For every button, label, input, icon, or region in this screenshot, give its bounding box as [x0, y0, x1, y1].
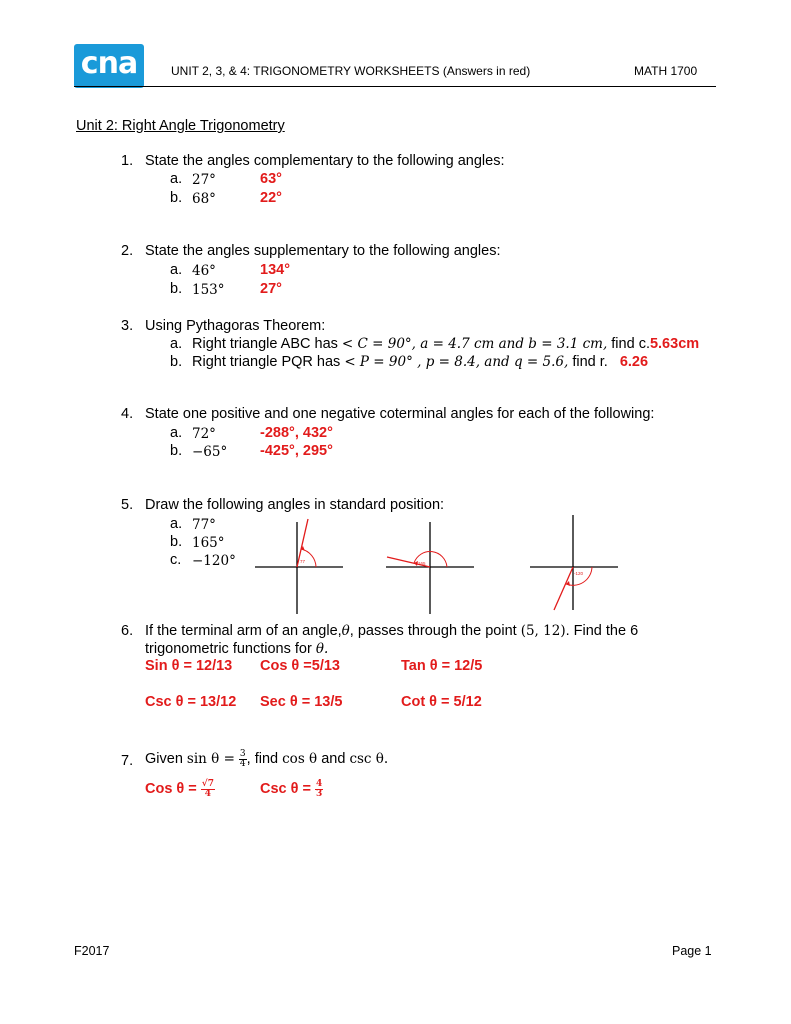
q7-answer-csc-num: 4: [316, 778, 323, 789]
q7-frac-num: 3: [239, 748, 246, 759]
diagram-3-label: -120: [574, 571, 584, 576]
diagram-1-label: 77: [300, 559, 306, 564]
q7-fraction: [239, 750, 247, 769]
q2b-answer: 27°: [260, 281, 282, 297]
page-number: Page 1: [672, 944, 712, 958]
q7-and: and: [321, 751, 346, 767]
q6-answer-sec: Sec θ = 13/5: [260, 694, 343, 710]
q7-cos: cos θ: [282, 751, 318, 767]
q3-text: Using Pythagoras Theorem:: [145, 318, 326, 334]
q2a-answer: 134°: [260, 262, 290, 278]
q6-line1: [145, 623, 638, 639]
q2-text: State the angles supplementary to the following angles:: [145, 243, 501, 259]
section-title: Unit 2: Right Angle Trigonometry: [76, 118, 285, 134]
q6-line1-mid: , passes through the point: [349, 623, 517, 639]
q7-find: , find: [246, 751, 279, 767]
q2a-value: 46°: [192, 263, 216, 279]
q6-line2-theta: θ.: [315, 641, 329, 657]
q3b-answer: 6.26: [619, 354, 649, 370]
q7-answer-cos-den: 4: [204, 788, 212, 799]
q7-answer-csc-fraction: [315, 780, 323, 799]
q4a-value: 72°: [192, 426, 216, 442]
diagram-165: [386, 522, 474, 614]
cna-logo: cna: [74, 44, 144, 88]
footer-date: F2017: [74, 944, 110, 958]
q4b-label: b.: [170, 443, 183, 459]
q3a-math: < C = 90°, a = 4.7 cm and b = 3.1 cm,: [341, 336, 608, 352]
q3a-pre: Right triangle ABC has: [192, 336, 338, 352]
q6-line2-text: trigonometric functions for: [145, 641, 312, 657]
q7-frac-den: 4: [239, 758, 246, 769]
q7-given: Given: [145, 751, 183, 767]
q3b-math: < P = 90° , p = 8.4, and q = 5.6,: [344, 354, 569, 370]
q3a-answer: 5.63cm: [649, 336, 700, 352]
q6-answer-tan: Tan θ = 12/5: [401, 658, 483, 674]
q6-line1-pre: If the terminal arm of an angle,: [145, 623, 342, 639]
q4b-answer: -425°, 295°: [260, 443, 333, 459]
q7-answer-cos-label: Cos θ =: [145, 781, 197, 797]
q5-text: Draw the following angles in standard position:: [145, 497, 445, 513]
q1-number: 1.: [121, 153, 134, 169]
q1-text: State the angles complementary to the following angles:: [145, 153, 505, 169]
q1a-label: a.: [170, 171, 183, 187]
diagram-2-label: 165: [418, 561, 426, 566]
q6-line1-post: . Find the 6: [565, 623, 639, 639]
q2b-value: 153°: [192, 282, 225, 298]
q6-number: 6.: [121, 623, 134, 639]
q5a-value: 77°: [192, 517, 216, 533]
q4-number: 4.: [121, 406, 134, 422]
q7-number: 7.: [121, 753, 134, 769]
q3a-post: find c.: [611, 336, 650, 352]
q2-number: 2.: [121, 243, 134, 259]
q7-csc: csc θ.: [349, 751, 389, 767]
q5b-label: b.: [170, 534, 183, 550]
q4-text: State one positive and one negative coterminal angles for each of the following:: [145, 406, 655, 422]
q7-answer-csc: [260, 776, 323, 802]
q1a-answer: 63°: [260, 171, 282, 187]
q1b-answer: 22°: [260, 190, 282, 206]
q5a-label: a.: [170, 516, 183, 532]
q7-answer-cos-fraction: [201, 780, 215, 799]
q6-theta: θ: [341, 623, 350, 639]
q7-answer-csc-label: Csc θ =: [260, 781, 311, 797]
q3a-label: a.: [170, 336, 183, 352]
q5c-value: −120°: [192, 553, 236, 569]
q6-point: (5, 12): [520, 623, 566, 639]
q7-answer-csc-den: 3: [316, 788, 323, 799]
q2b-label: b.: [170, 281, 183, 297]
q4b-value: −65°: [192, 444, 228, 460]
diagram-1-arc: [301, 549, 316, 567]
q7-sin: sin θ =: [186, 751, 235, 767]
q3b-label: b.: [170, 354, 183, 370]
q2a-label: a.: [170, 262, 183, 278]
q1a-value: 27°: [192, 172, 216, 188]
q3-number: 3.: [121, 318, 134, 334]
diagram-3-arc: [566, 567, 592, 585]
q4a-answer: -288°, 432°: [260, 425, 333, 441]
q7-answer-cos: [145, 776, 215, 802]
q6-line2: [145, 641, 328, 657]
q6-answer-cos: Cos θ =5/13: [260, 658, 340, 674]
q7-answer-cos-num: √7: [201, 778, 214, 789]
q4a-label: a.: [170, 425, 183, 441]
q3b-post: find r.: [572, 354, 608, 370]
q6-answer-cot: Cot θ = 5/12: [401, 694, 482, 710]
q6-answer-csc: Csc θ = 13/12: [145, 694, 237, 710]
worksheet-title: UNIT 2, 3, & 4: TRIGONOMETRY WORKSHEETS (Answers in red): [171, 64, 531, 78]
q1b-value: 68°: [192, 191, 216, 207]
q6-answer-sin: Sin θ = 12/13: [145, 658, 233, 674]
q5c-label: c.: [170, 552, 182, 568]
q5-number: 5.: [121, 497, 134, 513]
diagram-77: [255, 519, 343, 614]
diagram-3-terminal-arm: [554, 567, 573, 610]
q1b-label: b.: [170, 190, 183, 206]
q7-line: [145, 746, 388, 772]
diagram-neg120: [530, 515, 618, 610]
q5b-value: 165°: [192, 535, 225, 551]
q3b-pre: Right triangle PQR has: [192, 354, 341, 370]
course-code: MATH 1700: [634, 64, 698, 78]
